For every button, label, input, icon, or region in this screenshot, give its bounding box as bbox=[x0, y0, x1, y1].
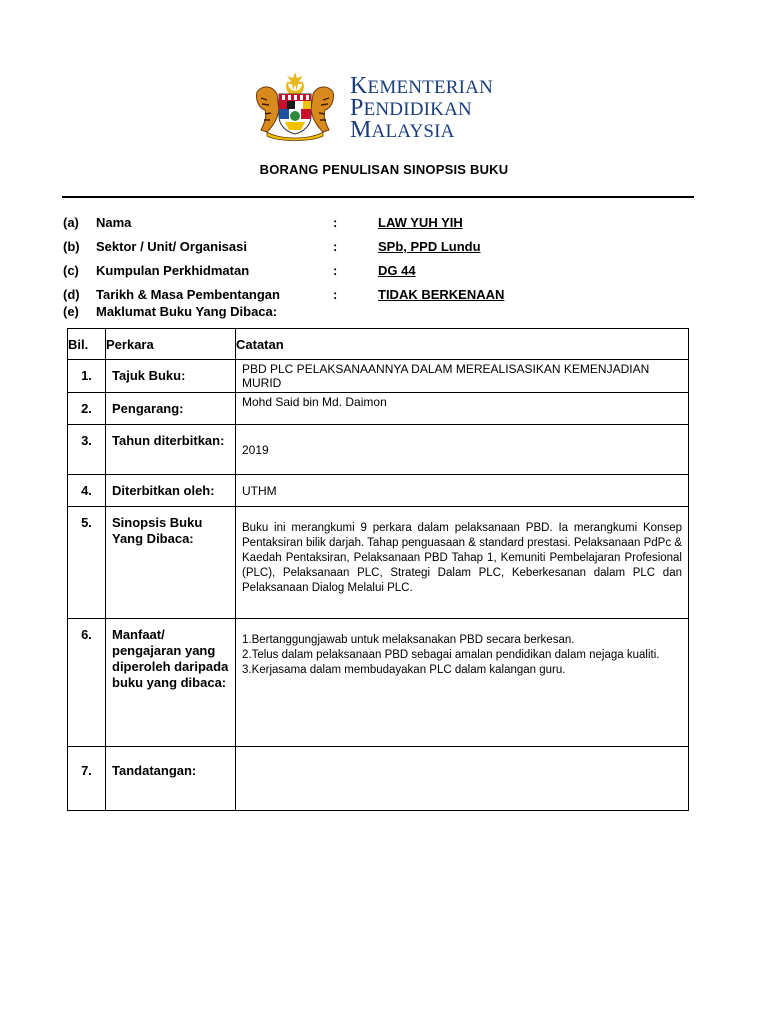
table-row bbox=[68, 393, 689, 425]
title-divider bbox=[62, 196, 694, 198]
row-number: 2. bbox=[68, 393, 106, 425]
row-label: Manfaat/ pengajaran yang diperoleh daripada buku yang dibaca: bbox=[106, 619, 236, 747]
row-number: 7. bbox=[68, 747, 106, 811]
header-perkara: Perkara bbox=[106, 329, 236, 360]
table-row bbox=[68, 360, 689, 393]
table-row bbox=[68, 425, 689, 475]
logo-text-line-1: KEMENTERIAN bbox=[350, 73, 494, 99]
field-label: Nama bbox=[96, 215, 132, 230]
ministry-name bbox=[350, 73, 494, 143]
header-bil: Bil. bbox=[68, 329, 106, 360]
table-header-row bbox=[68, 329, 689, 360]
field-value: DG 44 bbox=[378, 263, 416, 278]
signature-area[interactable] bbox=[236, 747, 689, 811]
table-row bbox=[68, 747, 689, 811]
field-letter: (b) bbox=[63, 239, 80, 254]
benefit-2: 2.Telus dalam pelaksanaan PBD sebagai amalan pendidikan dalam nejaga kualiti. bbox=[242, 649, 660, 661]
row-value: 2019 bbox=[236, 425, 689, 475]
form-title: BORANG PENULISAN SINOPSIS BUKU bbox=[259, 162, 509, 177]
row-label: Diterbitkan oleh: bbox=[106, 475, 236, 507]
logo-text-line-3: MALAYSIA bbox=[350, 117, 455, 143]
field-letter: (e) bbox=[63, 304, 79, 319]
coat-of-arms-icon bbox=[249, 70, 341, 142]
field-colon: : bbox=[333, 215, 338, 230]
field-letter: (d) bbox=[63, 287, 80, 302]
field-value: SPb, PPD Lundu bbox=[378, 239, 481, 254]
row-label: Sinopsis Buku Yang Dibaca: bbox=[106, 507, 236, 619]
row-value bbox=[236, 619, 689, 747]
field-colon: : bbox=[333, 239, 338, 254]
row-value: UTHM bbox=[236, 475, 689, 507]
field-colon: : bbox=[333, 287, 338, 302]
field-label: Sektor / Unit/ Organisasi bbox=[96, 239, 247, 254]
table-row bbox=[68, 619, 689, 747]
logo-text-line-2: PENDIDIKAN bbox=[350, 95, 472, 121]
field-colon: : bbox=[333, 263, 338, 278]
row-label: Tajuk Buku: bbox=[106, 360, 236, 393]
field-label: Kumpulan Perkhidmatan bbox=[96, 263, 250, 278]
benefit-1: 1.Bertanggungjawab untuk melaksanakan PBD secara berkesan. bbox=[242, 634, 575, 646]
row-number: 5. bbox=[68, 507, 106, 619]
kpm-logo bbox=[249, 70, 529, 142]
field-letter: (c) bbox=[63, 263, 79, 278]
row-number: 4. bbox=[68, 475, 106, 507]
field-letter: (a) bbox=[63, 215, 79, 230]
book-info-table bbox=[67, 328, 689, 811]
row-value: PBD PLC PELAKSANAANNYA DALAM MEREALISASIKAN KEMENJADIAN MURID bbox=[236, 360, 689, 393]
benefit-3: 3.Kerjasama dalam membudayakan PLC dalam kalangan guru. bbox=[242, 664, 566, 676]
row-label: Tahun diterbitkan: bbox=[106, 425, 236, 475]
row-label: Pengarang: bbox=[106, 393, 236, 425]
row-label: Tandatangan: bbox=[106, 747, 236, 811]
field-value: TIDAK BERKENAAN bbox=[378, 287, 505, 302]
field-value: LAW YUH YIH bbox=[378, 215, 463, 230]
field-label: Tarikh & Masa Pembentangan bbox=[96, 287, 280, 302]
table-row bbox=[68, 507, 689, 619]
row-number: 1. bbox=[68, 360, 106, 393]
header-catatan: Catatan bbox=[236, 329, 689, 360]
row-number: 6. bbox=[68, 619, 106, 747]
synopsis-text: Buku ini merangkumi 9 perkara dalam pelaksanaan PBD. Ia merangkumi Konsep Pentaksiran bilik darjah. Tahap penguasaan & standard prestasi. Pelaksanaan PdPc & Kaedah Pentaksiran, Pelaksanaan PBD Tahap 1, Kemuniti Pembelajaran Profesional (PLC), Pelaksanaan PLC, Strategi Dalam PLC, Keberkesanan dalam PLC dan Pelaksanaan Dialog Melalui PLC. bbox=[242, 522, 682, 594]
row-value: Mohd Said bin Md. Daimon bbox=[236, 393, 689, 425]
row-number: 3. bbox=[68, 425, 106, 475]
field-label: Maklumat Buku Yang Dibaca: bbox=[96, 304, 278, 319]
table-row bbox=[68, 475, 689, 507]
row-value bbox=[236, 507, 689, 619]
